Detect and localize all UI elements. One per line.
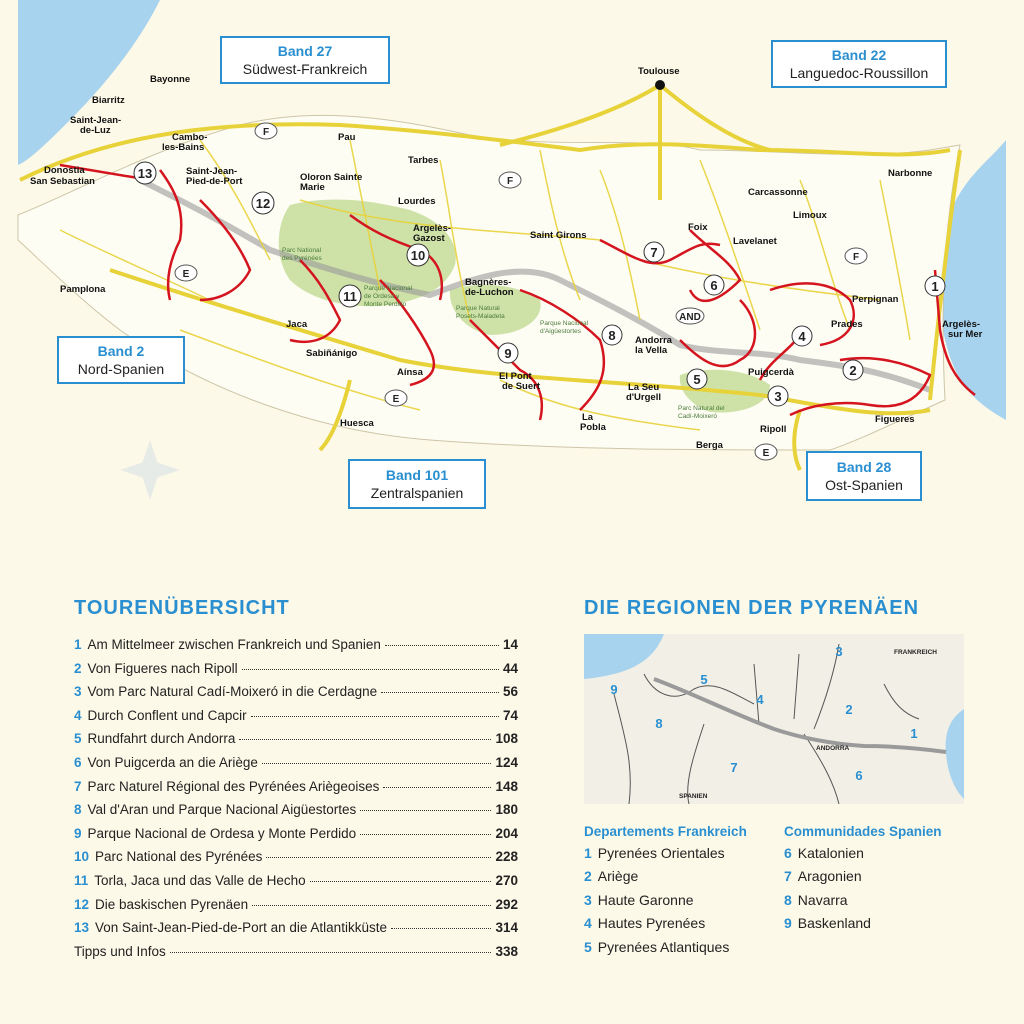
legend-row	[584, 939, 729, 962]
svg-text:Marie: Marie	[300, 182, 325, 193]
legend-label: Ariège	[597, 868, 639, 885]
legend-row	[784, 868, 871, 891]
tour-page: 338	[495, 943, 518, 959]
svg-text:de-Luchon: de-Luchon	[465, 287, 514, 298]
tour-label: Von Figueres nach Ripoll	[87, 660, 238, 676]
tour-marker-2	[843, 360, 863, 380]
tour-page: 270	[495, 872, 518, 888]
band-22-subtitle: Languedoc-Roussillon	[789, 65, 929, 81]
tour-overview-title: TOURENÜBERSICHT	[74, 597, 290, 619]
tour-row	[74, 661, 518, 685]
svg-text:12: 12	[255, 196, 271, 211]
svg-text:Narbonne: Narbonne	[888, 168, 933, 179]
legend-number: 1	[584, 845, 592, 861]
legend-row	[584, 915, 729, 938]
svg-text:AND: AND	[679, 312, 701, 323]
tour-row	[74, 873, 518, 897]
tour-page: 228	[495, 849, 518, 865]
tour-number: 5	[74, 731, 82, 747]
tour-number: 13	[74, 920, 90, 936]
svg-text:13: 13	[137, 166, 153, 181]
band-28-title: Band 28	[836, 459, 892, 475]
tour-row	[74, 897, 518, 921]
svg-text:Tarbes: Tarbes	[408, 155, 439, 166]
tour-label: Vom Parc Natural Cadí-Moixeró in die Cerdagne	[87, 684, 378, 700]
svg-text:Prades: Prades	[831, 319, 863, 330]
svg-text:Jaca: Jaca	[286, 319, 308, 330]
legend-number: 8	[784, 891, 792, 908]
band-27-title: Band 27	[277, 43, 333, 59]
tour-page: 124	[495, 754, 518, 770]
svg-text:Monte Perdido: Monte Perdido	[364, 301, 407, 308]
tour-page: 314	[495, 920, 518, 936]
svg-text:F: F	[852, 252, 860, 263]
svg-text:4: 4	[798, 329, 806, 344]
legend-label: Aragonien	[797, 868, 862, 885]
tour-marker-12	[252, 192, 274, 214]
legend-number: 3	[584, 891, 592, 908]
legend-number: 4	[584, 915, 592, 932]
legend-row	[584, 892, 729, 915]
legend-number: 9	[784, 915, 792, 932]
svg-text:7: 7	[730, 760, 738, 775]
svg-text:E: E	[392, 394, 400, 405]
svg-text:5: 5	[700, 672, 708, 687]
tour-row	[74, 731, 518, 755]
svg-text:7: 7	[650, 245, 658, 260]
tour-page: 14	[502, 637, 518, 652]
dot-leader	[262, 763, 492, 764]
legend-label: Katalonien	[797, 845, 864, 861]
svg-text:d'Urgell: d'Urgell	[626, 392, 661, 403]
legend-label: Hautes Pyrenées	[597, 915, 706, 932]
tour-row	[74, 684, 518, 708]
svg-text:Saint Girons: Saint Girons	[530, 230, 587, 241]
tour-page: 204	[495, 825, 518, 841]
svg-text:Sabiñánigo: Sabiñánigo	[306, 348, 358, 359]
svg-text:Pied-de-Port: Pied-de-Port	[186, 176, 243, 187]
svg-text:Parque Nacional: Parque Nacional	[364, 285, 413, 292]
svg-text:9: 9	[504, 346, 512, 361]
dot-leader	[360, 834, 491, 835]
tour-label: Rundfahrt durch Andorra	[87, 731, 236, 747]
svg-text:Parc National: Parc National	[282, 247, 322, 254]
tour-page: 74	[502, 707, 518, 723]
tour-marker-9	[498, 343, 518, 363]
legend-number: 5	[584, 938, 592, 955]
svg-text:1: 1	[910, 726, 918, 741]
tour-row	[74, 826, 518, 850]
svg-text:Limoux: Limoux	[793, 210, 827, 221]
svg-text:E: E	[182, 269, 190, 280]
svg-text:Andorra: Andorra	[635, 335, 672, 346]
tour-number: 2	[74, 660, 82, 676]
svg-text:6: 6	[855, 768, 863, 783]
svg-text:Lavelanet: Lavelanet	[733, 236, 777, 247]
svg-text:Parque Natural: Parque Natural	[456, 305, 500, 312]
svg-text:Argelès-: Argelès-	[413, 223, 452, 234]
tour-marker-11	[339, 285, 361, 307]
tour-marker-10	[407, 244, 429, 266]
tour-number: 12	[74, 896, 90, 912]
svg-text:Huesca: Huesca	[340, 418, 374, 429]
dot-leader	[239, 739, 491, 740]
tour-label: Tipps und Infos	[74, 943, 166, 959]
tour-number: 11	[74, 872, 89, 888]
legend-number: 7	[784, 868, 792, 885]
svg-text:F: F	[262, 127, 270, 138]
band-101-title: Band 101	[385, 467, 449, 483]
svg-text:Parque Nacional: Parque Nacional	[540, 320, 589, 327]
dot-leader	[381, 692, 499, 693]
legend-row	[784, 845, 871, 868]
tour-marker-4	[792, 326, 812, 346]
svg-text:Aínsa: Aínsa	[397, 367, 423, 378]
tour-number: 8	[74, 802, 82, 818]
tour-label: Parc National des Pyrénées	[95, 849, 263, 865]
dot-leader	[383, 787, 491, 788]
svg-text:Carcassonne: Carcassonne	[748, 187, 808, 198]
svg-text:de Ordesa y: de Ordesa y	[364, 293, 400, 300]
dot-leader	[385, 645, 499, 646]
legend-row	[784, 892, 871, 915]
tour-marker-1	[925, 276, 945, 296]
legend-row	[584, 845, 729, 868]
tour-label: Torla, Jaca und das Valle de Hecho	[94, 872, 306, 888]
tour-row	[74, 708, 518, 732]
tour-number: 3	[74, 684, 82, 700]
svg-text:La Seu: La Seu	[628, 382, 660, 393]
svg-text:Toulouse: Toulouse	[638, 66, 680, 77]
svg-text:Puigcerdà: Puigcerdà	[748, 367, 794, 378]
band-22-title: Band 22	[831, 47, 887, 63]
band-27-box	[220, 36, 390, 84]
svg-text:Argelès-: Argelès-	[942, 319, 981, 330]
svg-text:Perpignan: Perpignan	[852, 294, 899, 305]
regions-title: DIE REGIONEN DER PYRENÄEN	[584, 597, 920, 619]
svg-text:Pau: Pau	[338, 132, 356, 143]
tour-page: 180	[495, 802, 518, 818]
svg-text:Figueres: Figueres	[875, 414, 915, 425]
legend-label: Pyrenées Orientales	[597, 845, 725, 861]
svg-text:3: 3	[774, 389, 782, 404]
svg-text:La: La	[582, 412, 594, 423]
tour-row	[74, 755, 518, 779]
svg-text:10: 10	[410, 248, 426, 263]
tour-list	[74, 637, 518, 967]
legend-number: 2	[584, 868, 592, 885]
svg-text:San Sebastian: San Sebastian	[30, 176, 95, 187]
svg-text:sur Mer: sur Mer	[948, 329, 983, 340]
svg-text:la Vella: la Vella	[635, 345, 668, 356]
andorra-label: ANDORRA	[816, 745, 850, 752]
svg-text:8: 8	[608, 328, 616, 343]
svg-text:Parc Natural del: Parc Natural del	[678, 405, 725, 412]
svg-text:Lourdes: Lourdes	[398, 196, 436, 207]
svg-text:11: 11	[343, 289, 357, 304]
svg-text:2: 2	[845, 702, 853, 717]
band-101-subtitle: Zentralspanien	[370, 485, 464, 501]
dot-leader	[170, 952, 492, 953]
tour-row	[74, 637, 518, 661]
france-departements-title: Departements Frankreich	[584, 824, 747, 839]
tour-marker-6	[704, 275, 724, 295]
svg-text:Bagnères-: Bagnères-	[465, 277, 512, 288]
svg-text:Bayonne: Bayonne	[150, 74, 191, 85]
svg-text:Cadí-Moixeró: Cadí-Moixeró	[678, 413, 718, 420]
band-28-box	[806, 451, 922, 501]
band-28-subtitle: Ost-Spanien	[825, 477, 903, 493]
band-2-subtitle: Nord-Spanien	[77, 361, 165, 377]
band-27-subtitle: Südwest-Frankreich	[242, 61, 368, 77]
svg-text:Oloron Sainte: Oloron Sainte	[300, 172, 363, 183]
svg-text:d'Aigüestortes: d'Aigüestortes	[540, 328, 581, 335]
tour-label: Durch Conflent und Capcir	[87, 707, 247, 723]
svg-text:1: 1	[931, 279, 939, 294]
svg-text:des Pyrénées: des Pyrénées	[282, 255, 322, 262]
svg-text:Ripoll: Ripoll	[760, 424, 787, 435]
spain-communities-list	[784, 845, 871, 939]
svg-text:9: 9	[610, 682, 618, 697]
dot-leader	[242, 669, 499, 670]
legend-label: Baskenland	[797, 915, 871, 932]
svg-text:4: 4	[756, 692, 764, 707]
legend-label: Haute Garonne	[597, 891, 694, 908]
dot-leader	[310, 881, 492, 882]
tour-number: 10	[74, 849, 90, 865]
tour-label: Parque Nacional de Ordesa y Monte Perdido	[87, 825, 357, 841]
tour-number: 7	[74, 778, 82, 794]
svg-text:3: 3	[835, 644, 843, 659]
tour-marker-13	[134, 162, 156, 184]
svg-text:5: 5	[693, 372, 701, 387]
tour-label: Von Puigcerda an die Ariège	[87, 754, 258, 770]
regions-map	[584, 634, 964, 804]
dot-leader	[252, 905, 491, 906]
band-2-title: Band 2	[97, 343, 145, 359]
svg-text:Donostia: Donostia	[44, 165, 85, 176]
dot-leader	[251, 716, 499, 717]
svg-text:8: 8	[655, 716, 663, 731]
svg-text:Pobla: Pobla	[580, 422, 606, 433]
spain-communities-title: Communidades Spanien	[784, 824, 942, 839]
legend-label: Navarra	[797, 891, 848, 908]
svg-text:6: 6	[710, 278, 718, 293]
france-departements-list	[584, 845, 729, 962]
tour-marker-3	[768, 386, 788, 406]
svg-text:Gazost: Gazost	[413, 233, 445, 244]
tour-marker-8	[602, 325, 622, 345]
tour-number: 1	[74, 637, 82, 652]
band-22-box	[771, 40, 947, 88]
band-2-box	[57, 336, 185, 384]
svg-text:F: F	[506, 176, 514, 187]
legend-row	[584, 868, 729, 891]
tour-number: 9	[74, 825, 82, 841]
spanien-label: SPANIEN	[679, 793, 708, 800]
legend-row	[784, 915, 871, 938]
tour-label: Am Mittelmeer zwischen Frankreich und Spanien	[87, 637, 381, 652]
tour-number: 4	[74, 707, 82, 723]
svg-text:les-Bains: les-Bains	[162, 142, 205, 153]
svg-text:Cambo-: Cambo-	[172, 132, 208, 143]
tour-row	[74, 779, 518, 803]
svg-text:E: E	[762, 448, 770, 459]
svg-text:Saint-Jean-: Saint-Jean-	[70, 115, 122, 126]
svg-text:El Pont: El Pont	[499, 371, 532, 382]
tour-row	[74, 944, 518, 968]
svg-text:Foix: Foix	[688, 222, 708, 233]
tour-row	[74, 849, 518, 873]
tour-page: 44	[502, 660, 518, 676]
tour-page: 148	[495, 778, 518, 794]
svg-text:2: 2	[849, 363, 857, 378]
svg-text:Biarritz: Biarritz	[92, 95, 125, 106]
dot-leader	[266, 857, 491, 858]
tour-label: Parc Naturel Régional des Pyrénées Ariègeoises	[87, 778, 380, 794]
tour-label: Von Saint-Jean-Pied-de-Port an die Atlantikküste	[95, 920, 387, 936]
dot-leader	[360, 810, 491, 811]
dot-leader	[391, 928, 492, 929]
tour-label: Val d'Aran und Parque Nacional Aigüestortes	[87, 802, 357, 818]
tour-row	[74, 920, 518, 944]
tour-marker-5	[687, 369, 707, 389]
tour-number: 6	[74, 754, 82, 770]
svg-text:Pamplona: Pamplona	[60, 284, 106, 295]
tour-page: 108	[495, 731, 518, 747]
band-101-box	[348, 459, 486, 509]
legend-number: 6	[784, 845, 792, 861]
tour-label: Die baskischen Pyrenäen	[95, 896, 249, 912]
tour-page: 292	[495, 896, 518, 912]
legend-label: Pyrenées Atlantiques	[597, 938, 730, 955]
svg-text:Saint-Jean-: Saint-Jean-	[186, 166, 238, 177]
tour-row	[74, 802, 518, 826]
svg-text:Posets-Maladeta: Posets-Maladeta	[456, 313, 505, 320]
svg-text:Berga: Berga	[696, 440, 723, 451]
svg-text:de-Luz: de-Luz	[80, 125, 111, 136]
svg-text:de Suert: de Suert	[502, 381, 541, 392]
tour-page: 56	[502, 684, 518, 700]
frankreich-label: FRANKREICH	[894, 649, 937, 656]
tour-marker-7	[644, 242, 664, 262]
